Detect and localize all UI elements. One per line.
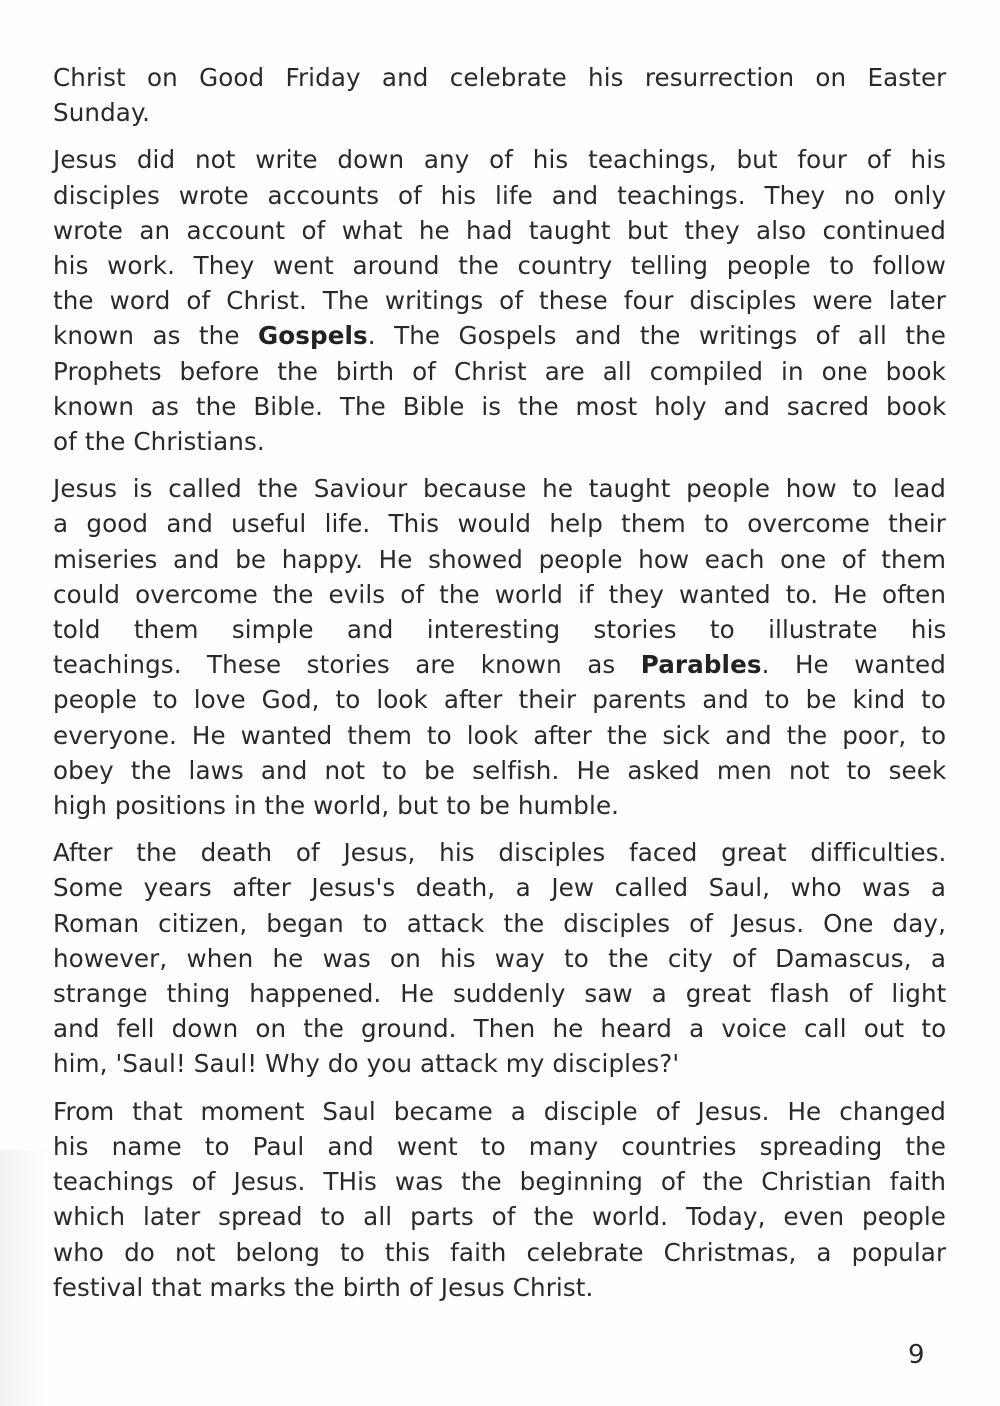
text-run: teachings. These stories are known as bbox=[53, 650, 641, 680]
text-line: and fell down on the ground. Then he heard a voice call out to bbox=[53, 1014, 947, 1044]
text-run: known as the bbox=[53, 321, 258, 351]
text-line: who do not belong to this faith celebrate Christmas, a popular bbox=[53, 1237, 947, 1267]
text-line: the word of Christ. The writings of these four disciples were later bbox=[53, 286, 946, 316]
text-line: wrote an account of what he had taught but they also continued bbox=[53, 215, 946, 245]
text-line: high positions in the world, but to be humble. bbox=[53, 791, 620, 821]
text-line: Sunday. bbox=[53, 98, 151, 128]
bold-term: Parables bbox=[640, 650, 762, 680]
text-line: Jesus did not write down any of his teachings, but four of his bbox=[53, 145, 947, 175]
paragraph bbox=[53, 471, 946, 823]
text-line: a good and useful life. This would help them to overcome their bbox=[53, 509, 946, 539]
text-line: Jesus is called the Saviour because he taught people how to lead bbox=[53, 474, 946, 504]
paragraph bbox=[53, 835, 946, 1081]
text-line: strange thing happened. He suddenly saw a great flash of light bbox=[53, 979, 947, 1009]
text-line: miseries and be happy. He showed people how each one of them bbox=[53, 544, 946, 574]
text-line: Christ on Good Friday and celebrate his resurrection on Easter bbox=[53, 63, 947, 92]
text-line: people to love God, to look after their parents and to be kind to bbox=[53, 685, 946, 715]
text-line: his work. They went around the country telling people to follow bbox=[53, 251, 946, 281]
bold-term: Gospels bbox=[257, 321, 368, 351]
text-line: Prophets before the birth of Christ are all compiled in one book bbox=[53, 356, 946, 386]
text-run: . He wanted bbox=[761, 650, 946, 680]
text-line: Roman citizen, began to attack the disciples of Jesus. One day, bbox=[53, 908, 946, 938]
page-edge-shadow bbox=[0, 1150, 50, 1406]
paragraph bbox=[53, 60, 946, 130]
text-line: which later spread to all parts of the world. Today, even people bbox=[53, 1202, 946, 1232]
text-line: told them simple and interesting stories to illustrate his bbox=[53, 615, 947, 645]
text-line: obey the laws and not to be selfish. He asked men not to seek bbox=[53, 755, 947, 785]
page-number: 9 bbox=[908, 1340, 925, 1370]
text-line: festival that marks the birth of Jesus Christ. bbox=[53, 1272, 594, 1302]
text-line: teachings of Jesus. THis was the beginning of the Christian faith bbox=[53, 1167, 947, 1197]
text-line: of the Christians. bbox=[53, 427, 265, 457]
text-line: Some years after Jesus's death, a Jew called Saul, who was a bbox=[53, 873, 946, 903]
paragraph bbox=[53, 1094, 946, 1305]
text-line: known as the Bible. The Bible is the most holy and sacred book bbox=[53, 391, 947, 421]
text-line: disciples wrote accounts of his life and teachings. They no only bbox=[53, 180, 947, 210]
text-line bbox=[53, 647, 946, 682]
text-line: everyone. He wanted them to look after the sick and the poor, to bbox=[53, 720, 947, 750]
text-line: however, when he was on his way to the city of Damascus, a bbox=[53, 943, 946, 973]
text-run: . The Gospels and the writings of all the bbox=[367, 321, 946, 351]
text-line: him, 'Saul! Saul! Why do you attack my disciples?' bbox=[53, 1049, 680, 1079]
body-text bbox=[53, 60, 946, 1317]
text-line: After the death of Jesus, his disciples faced great difficulties. bbox=[53, 838, 947, 868]
text-line: his name to Paul and went to many countries spreading the bbox=[53, 1131, 946, 1161]
text-line: From that moment Saul became a disciple of Jesus. He changed bbox=[53, 1096, 947, 1126]
text-line bbox=[53, 318, 946, 353]
paragraph bbox=[53, 142, 946, 459]
text-line: could overcome the evils of the world if they wanted to. He often bbox=[53, 579, 947, 609]
